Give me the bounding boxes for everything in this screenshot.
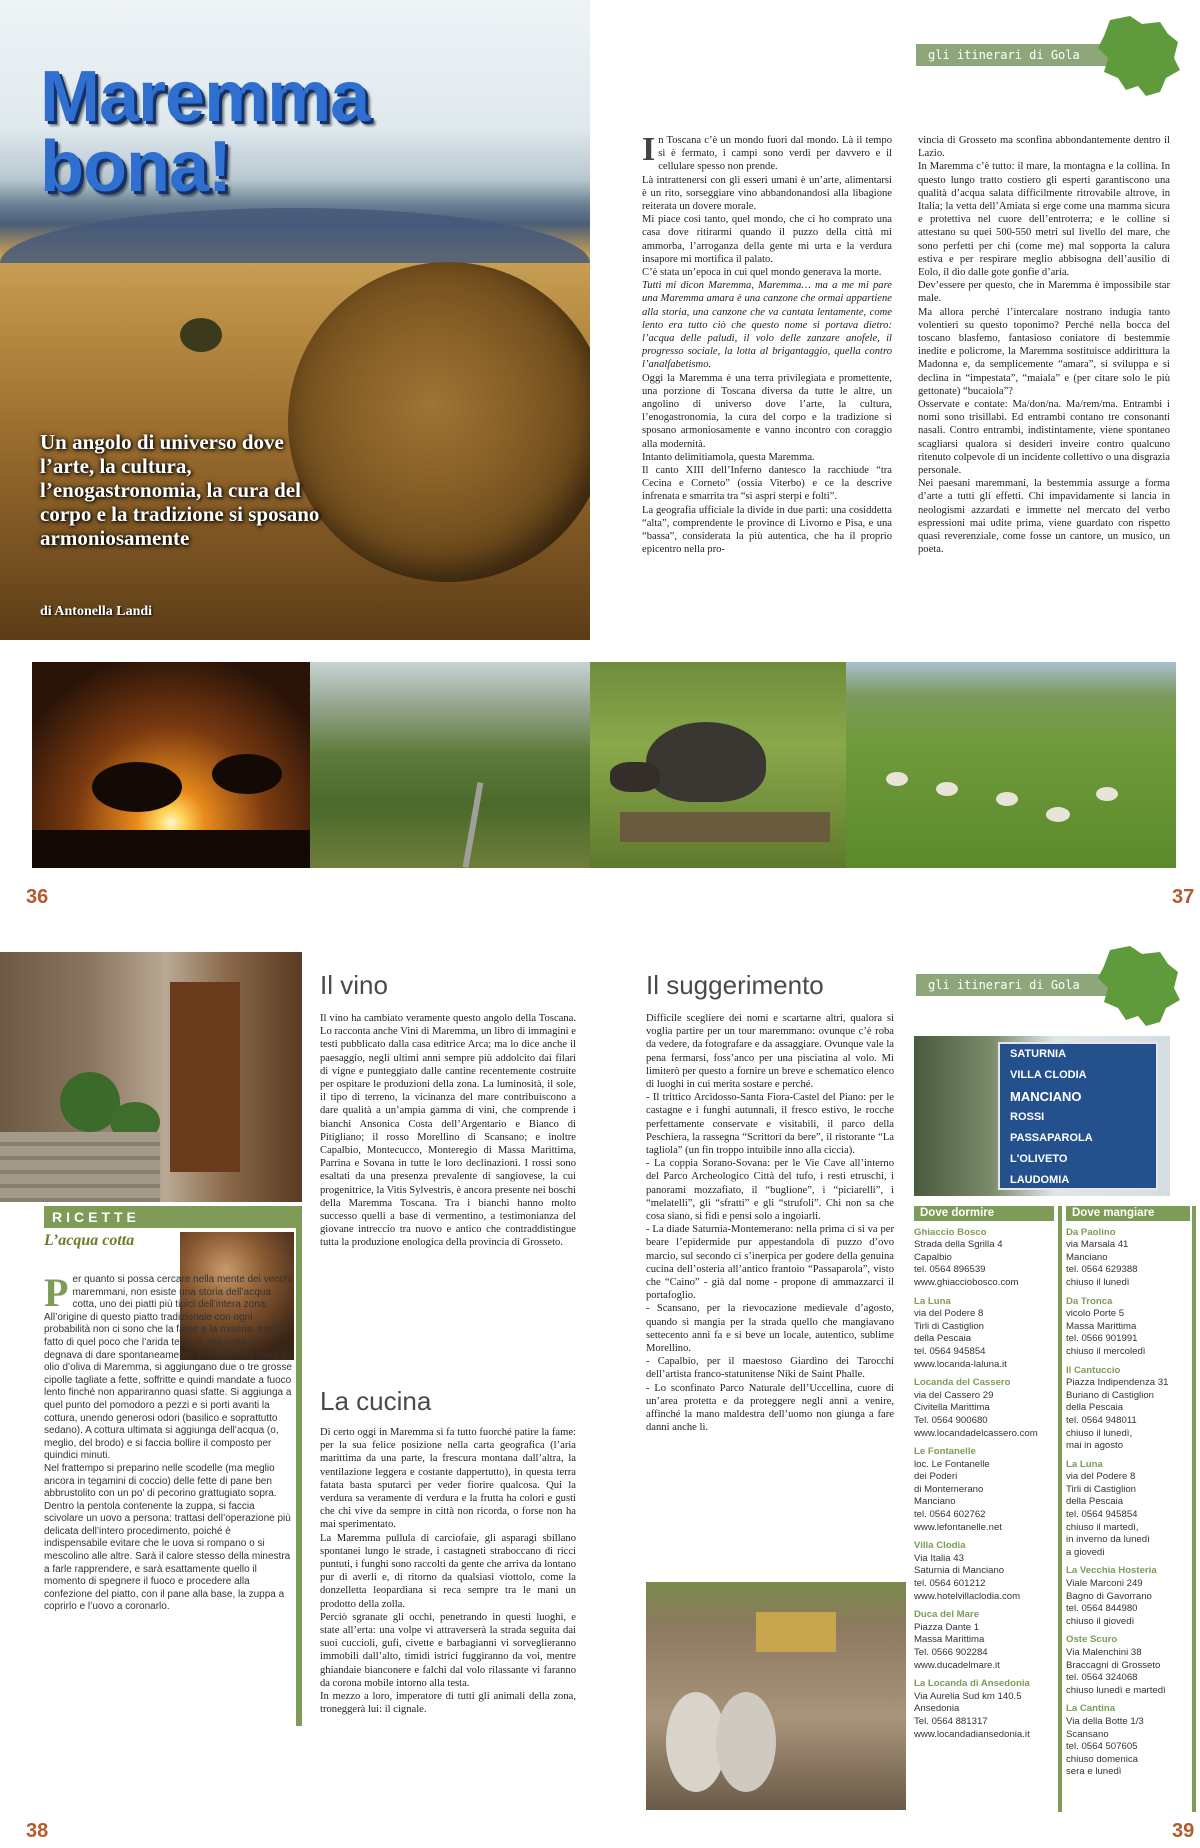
section-title-vino: Il vino <box>320 970 388 1000</box>
page-36 <box>0 0 590 918</box>
recipe-sidebar-bar <box>296 1206 302 1726</box>
article-column-1: In Toscana c’è un mondo fuori dal mondo. Là il tempo si è fermato, i campi sono verdi per davvero e il cellulare spesso non prende. Là intrattenersi con gli esseri umani è un’arte, alimentarsi è un rito, sorseggiare vino abbandonandosi alla libagione reiterata un dovere morale. Mi piace così tanto, quel mondo, che ci ho comprato una casa dove ritirarmi quando il puzzo della città mi ammorba, l’arroganza della gente mi urta e la verdura insapore mi mortifica il palato. C’è stata un’epoca in cui quel mondo generava la morte. Tutti mi dicon Maremma, Maremma… ma a me mi pare una Maremma amara è una canzone che ormai appartiene alla storia, una canzone che va cantata lentamente, come lento era tutto ciò che questo nome si portava dietro: l’acqua delle paludi, il volo delle zanzare anofele, il progresso sociale, la lotta al brigantaggio, quella contro l’analfabetismo. Oggi la Maremma è una terra privilegiata e promettente, una porzione di Toscana diversa da tutte le altre, un angolino di universo dove l’arte, la cultura, l’enogastronomia, la cura del corpo e la tradizione si sposano armoniosamente e vanno incontro con coraggio alla modernità. Intanto delimitiamola, questa Maremma. Il canto XIII dell’Inferno dantesco la racchiude “tra Cecina e Corneto” (ossia Viterbo) e ce la descrive infrenata e smarrita tra “sì aspri sterpi e folti”. La geografia ufficiale la divide in due parti: una cosiddetta “alta”, comprendente le province di Livorno e Pisa, e una “bassa”, considerata la più autentica, che ha il proprio epicentro nella pro- <box>642 131 892 556</box>
recipe-text: Per quanto si possa cercare nella mente dei vecchi maremmani, non esiste una storia dell’acqua cotta, uno dei piatti più tipici dell’intera zona. All’origine di questo piatto tradizionale con ogni probabilità non ci sono che la fame e la miseria: esso è fatto di quel poco che l’arida terra di una volta si degnava di dare spontaneamente. A una buona base di olio d’oliva di Maremma, si aggiungano due o tre grosse cipolle tagliate a fette, soffritte e quindi mandate a fuoco lento finché non appariranno quasi sfatte. Si aggiunga a quel punto del pomodoro a pezzi e si porti avanti la cottura, unendo generosi odori (basilico e soprattutto sedano). A cottura ultimata si aggiunga dell’acqua (o, meglio, del brodo) e si faccia bollire il composto per quindici minuti. Nel frattempo si preparino nelle scodelle (ma meglio ancora in tegamini di coccio) delle fette di pane ben abbrustolito con un po’ di pecorino grattugiato sopra. Dentro la pentola contenente la zuppa, si faccia scivolare un uovo a persona: trattasi dell’operazione più delicata dell’intero procedimento, poiché è indispensabile evitare che le uova si rompano o si mescolino alle altre. Sarà il calore stesso della minestra a farle rapprendere, e sarà esattamente quello il momento di spegnere il fuoco e procedere alla confezione del piatto, con il pane alla base, la zuppa a coprirlo e l’uovo a coronarlo. <box>44 1270 293 1613</box>
section-banner: gli itinerari di Gola <box>916 44 1156 66</box>
sign-text: LAUDOMIA <box>1010 1174 1070 1186</box>
article-title: Maremma bona! <box>40 57 370 207</box>
list-item: Oste Scuro Via Malenchini 38 Braccagni di Grosseto tel. 0564 324068 chiuso lunedì e martedì <box>1066 1634 1166 1696</box>
list-item: Duca del Mare Piazza Dante 1 Massa Marittima Tel. 0566 902284 www.ducadelmare.it <box>914 1609 1000 1671</box>
suggerimento-text: Difficile scegliere dei nomi e scartarne altri, qualora si voglia partire per un tour maremmano: ovunque c’è roba da vedere, da fotografare e da assaggiare. Ovunque vale la pena fermarsi, foss’anco per una pisciatina al volo. Mi limiterò per questo a fornire un breve e schematico elenco di luoghi in cui merita sostare e perché. - Il trittico Arcidosso-Santa Fiora-Castel del Piano: per le castagne e i funghi autunnali, il fresco estivo, le rocche perfettamente conservate e visitabili, il parco della Peschiera, la rassegna “Scrittori da bere”, il ristorante “La tagliola” (un fin troppo intuibile inno alla ciccia). - La coppia Sorano-Sovana: per le Vie Cave all’interno del Parco Archeologico Città del tufo, i resti etruschi, i panorami mozzafiato, il “buglione”, i “piciarelli”, i “melatelli”, gli “sfratti” e gli “strufoli”. Chi non sa che cosa siano, si fidi e pensi solo a ingoiarli. - La diade Saturnia-Montemerano: nella prima ci si va per beare l’epidermide pur appestandola di puzzo d’ovo marcio, sul secondo ci s’inerpica per godere della genuina cucina dell’osteria all’antico frantoio “Passaparola”, visto che “Caino” - già dal nome - propone di ammazzarci il portafoglio. - Scansano, per la rievocazione medievale d’agosto, quando si mangia per la strada quello che mangiavano settecento anni fa e si beve un locale, autentico, sublime Morellino. - Capalbio, per il maestoso Giardino dei Tarocchi dell’artista franco-statunitense Niki de Saint Phalle. - Lo sconfinato Parco Naturale dell’Uccellina, cuore di un’area protetta e da proteggere negli anni a venire, affinché la mano maldestra dell’uomo non giunga a fare danni anche lì. <box>646 1013 894 1434</box>
tuscany-map-icon <box>1090 12 1184 100</box>
list-divider-bar <box>1192 1206 1196 1812</box>
page-38 <box>0 930 590 1848</box>
page-number: 36 <box>26 886 49 908</box>
page-37 <box>590 0 1200 918</box>
photo-wild-boar <box>590 662 846 868</box>
sign-text: L'OLIVETO <box>1010 1153 1068 1165</box>
article-column-2: vincia di Grosseto ma sconfina abbondantemente dentro il Lazio. In Maremma c’è tutto: il mare, la montagna e la collina. In questo lungo tratto costiero gli esperti garantiscono una qualità d’acqua salata difficilmente ritrovabile altrove, in Italia; la vetta dell’Amiata si erge come una mamma sicura e protettiva nel cuore dell’entroterra; e le colline si attestano su quei 500-550 metri sul livello del mare, che sono perfetti per chi (come me) mal sopporta la calura estiva e per respirare meglio abbisogna dell’ausilio di Eolo, il dio dalle gote gonfie d’aria. Dev’essere per questo, che in Maremma è impossibile star male. Ma allora perché l’intercalare nostrano indugia tanto volentieri su questo toponimo? Perché nella bocca del toscano blasfemo, fantasioso coniatore di bestemmie inedite e policrome, la Maremma sostituisce addirittura la Madonna e, da semplicemente “amara”, si sviluppa e si declina in “impestata”, “maiala” e (per citare solo le più gettonate) “bucaiola”? Osservate e contate: Ma/don/na. Ma/rem/ma. Entrambi i nomi sono trisillabi. Ed entrambi contano tre consonanti nasali. Contro entrambi, indistintamente, viene spontaneo scagliarsi qualora si desideri inveire contro qualcuno ritenuto colpevole di un incidente collettivo o una disgrazia personale. Nei paesani maremmani, la bestemmia assurge a forma d’arte a tutti gli effetti. Chi impavidamente si lancia in neologismi azzardati e immette nel mercato del verbo espressioni mai udite prima, viene guardato con rispetto quasi reverenziale, come fosse un cantore, un musico, un poeta. <box>918 135 1170 556</box>
sign-text: ROSSI <box>1010 1111 1045 1123</box>
list-item: Da Tronca vicolo Porte 5 Massa Marittima tel. 0566 901991 chiuso il mercoledì <box>1066 1295 1146 1357</box>
list-item: La Locanda di Ansedonia Via Aurelia Sud km 140.5 Ansedonia Tel. 0564 881317 www.locandadiansedonia.it <box>914 1678 1030 1740</box>
recipe-title: L’acqua cotta <box>44 1232 135 1249</box>
page-number: 39 <box>1172 1820 1195 1842</box>
tree-silhouette <box>180 318 222 352</box>
photo-road-signs <box>914 1036 1170 1196</box>
list-item: Locanda del Cassero via del Cassero 29 Civitella Marittima Tel. 0564 900680 www.locandadelcassero.com <box>914 1377 1038 1439</box>
sign-text: PASSAPAROLA <box>1010 1132 1093 1144</box>
sign-text: SATURNIA <box>1010 1048 1067 1060</box>
recipe-drop-cap: P <box>44 1270 69 1315</box>
photo-sheep-pasture <box>846 662 1176 868</box>
drop-cap: I <box>642 131 656 168</box>
cucina-text: Di certo oggi in Maremma si fa tutto fuorché patire la fame: per la sua felice posizione nella carta geografica (l’aria marittima da una parte, la frescura montana dall’altra, la ventilazione leggera e costante dappertutto), in questa terra fatata basta sputarci per veder fiorire qualcosa. Qui la verdura sa veramente di verdura e la frutta ha colori e gusti che chi vive da sempre in città non ricorda, o forse non ha mai sperimentato. La Maremma pullula di carciofaie, gli asparagi sbillano spontanei lungo le strade, i castagneti straboccano di ricci puntuti, i funghi sono raccolti da gente che arriva da lontano pur di averli e, di ritorno da qualsiasi viottolo, come la donzelletta leopardiana si reca sempre tra le mani un prodotto della zolla. Perciò sgranate gli occhi, penetrando in questi luoghi, e state all’erta: una volpe vi attraverserà la strada seguita dai suoi cuccioli, gufi, civette e barbagianni vi sorveglieranno immobili dall’alto, timidi istrici fuggiranno da voi, mentre ghiandaie bianconere e falchi dal volo rilassante vi faranno da corona mobile intorno alla testa. In mezzo a loro, imperatore di tutti gli animali della zona, troneggerà lui: il cignale. <box>320 1427 576 1716</box>
list-item: La Cantina Via della Botte 1/3 Scansano tel. 0564 507605 chiuso domenica sera e lunedì <box>1066 1703 1144 1778</box>
list-item: La Vecchia Hosteria Viale Marconi 249 Bagno di Gavorrano tel. 0564 844980 chiuso il giovedì <box>1066 1565 1157 1627</box>
page-number: 37 <box>1172 886 1195 908</box>
tuscany-map-icon <box>1090 942 1184 1030</box>
photo-village-steps <box>0 952 302 1202</box>
article-subtitle: Un angolo di universo dove l’arte, la cultura, l’enogastronomia, la cura del corpo e la tradizione si sposano armoniosamente <box>40 430 320 550</box>
vino-text: Il vino ha cambiato veramente questo angolo della Toscana. Lo racconta anche Vini di Maremma, un libro di immagini e testi pubblicato dalla casa editrice Arca; ma lo dice anche il paesaggio, negli ultimi anni sempre più addolcito dai filari di vigne e punteggiato dalle cantine recentemente costruite per ospitare le produzioni della zona. La luminosità, il sole, il tipo di terreno, la vicinanza del mare contribuiscono a dare qualità a un’ampia gamma di vini, che comprende i bianchi Ansonica Costa dell’Argentario e Bianco di Pitigliano; il rosso Morellino di Scansano; e inoltre Capalbio, Montecucco, Monteregio di Massa Marittima, Parrina e Sovana in tutte le loro declinazioni. I rossi sono esaltati da una presenza prevalente di sangiovese, la cui progenitrice, la Vitis Sylvestris, è ancora presente nei boschi della Maremma Toscana. Tra i bianchi hanno molto successo quelli a base di vermentino, a testimonianza del giovane intreccio tra nuovo e antico che contraddistingue tutta la produzione enologica della provincia di Grosseto. <box>320 1013 576 1249</box>
section-title-suggerimento: Il suggerimento <box>646 970 824 1000</box>
list-item: Le Fontanelle loc. Le Fontanelle dei Poderi di Montemerano Manciano tel. 0564 602762 www.lefontanelle.net <box>914 1446 1002 1533</box>
page-39 <box>590 930 1200 1848</box>
sign-text: VILLA CLODIA <box>1010 1069 1087 1081</box>
list-item: Da Paolino via Marsala 41 Manciano tel. 0564 629388 chiuso il lunedì <box>1066 1226 1138 1288</box>
recipe-label: RICETTE <box>44 1206 296 1228</box>
photo-sunset <box>32 662 310 868</box>
section-title-cucina: La cucina <box>320 1386 432 1416</box>
sign-text: MANCIANO <box>1010 1089 1082 1104</box>
dove-dormire-list <box>914 1206 1054 1747</box>
section-banner: gli itinerari di Gola <box>916 974 1156 996</box>
page-number: 38 <box>26 1820 49 1842</box>
list-item: Villa Clodia Via Italia 43 Saturnia di Manciano tel. 0564 601212 www.hotelvillaclodia.com <box>914 1540 1021 1602</box>
list-header: Dove mangiare <box>1066 1206 1190 1221</box>
photo-wooded-valley <box>310 662 590 868</box>
list-divider-bar <box>1058 1206 1062 1812</box>
list-item: Ghiaccio Bosco Strada della Sgrilla 4 Capalbio tel. 0564 896539 www.ghiacciobosco.com <box>914 1226 1019 1288</box>
photo-stone-millstones <box>646 1582 906 1810</box>
dove-mangiare-list <box>1066 1206 1190 1785</box>
list-item: La Luna via del Podere 8 Tirli di Castiglion della Pescaia tel. 0564 945854 chiuso il martedì, in inverno da lunedì a giovedì <box>1066 1458 1150 1558</box>
byline: di Antonella Landi <box>40 604 153 619</box>
hills-silhouette <box>0 208 590 263</box>
list-item: La Luna via del Podere 8 Tirli di Castiglion della Pescaia tel. 0564 945854 www.locanda-laluna.it <box>914 1295 1007 1370</box>
list-header: Dove dormire <box>914 1206 1054 1221</box>
list-item: Il Cantuccio Piazza Indipendenza 31 Buriano di Castiglion della Pescaia tel. 0564 948011 chiuso il lunedì, mai in agosto <box>1066 1364 1169 1452</box>
